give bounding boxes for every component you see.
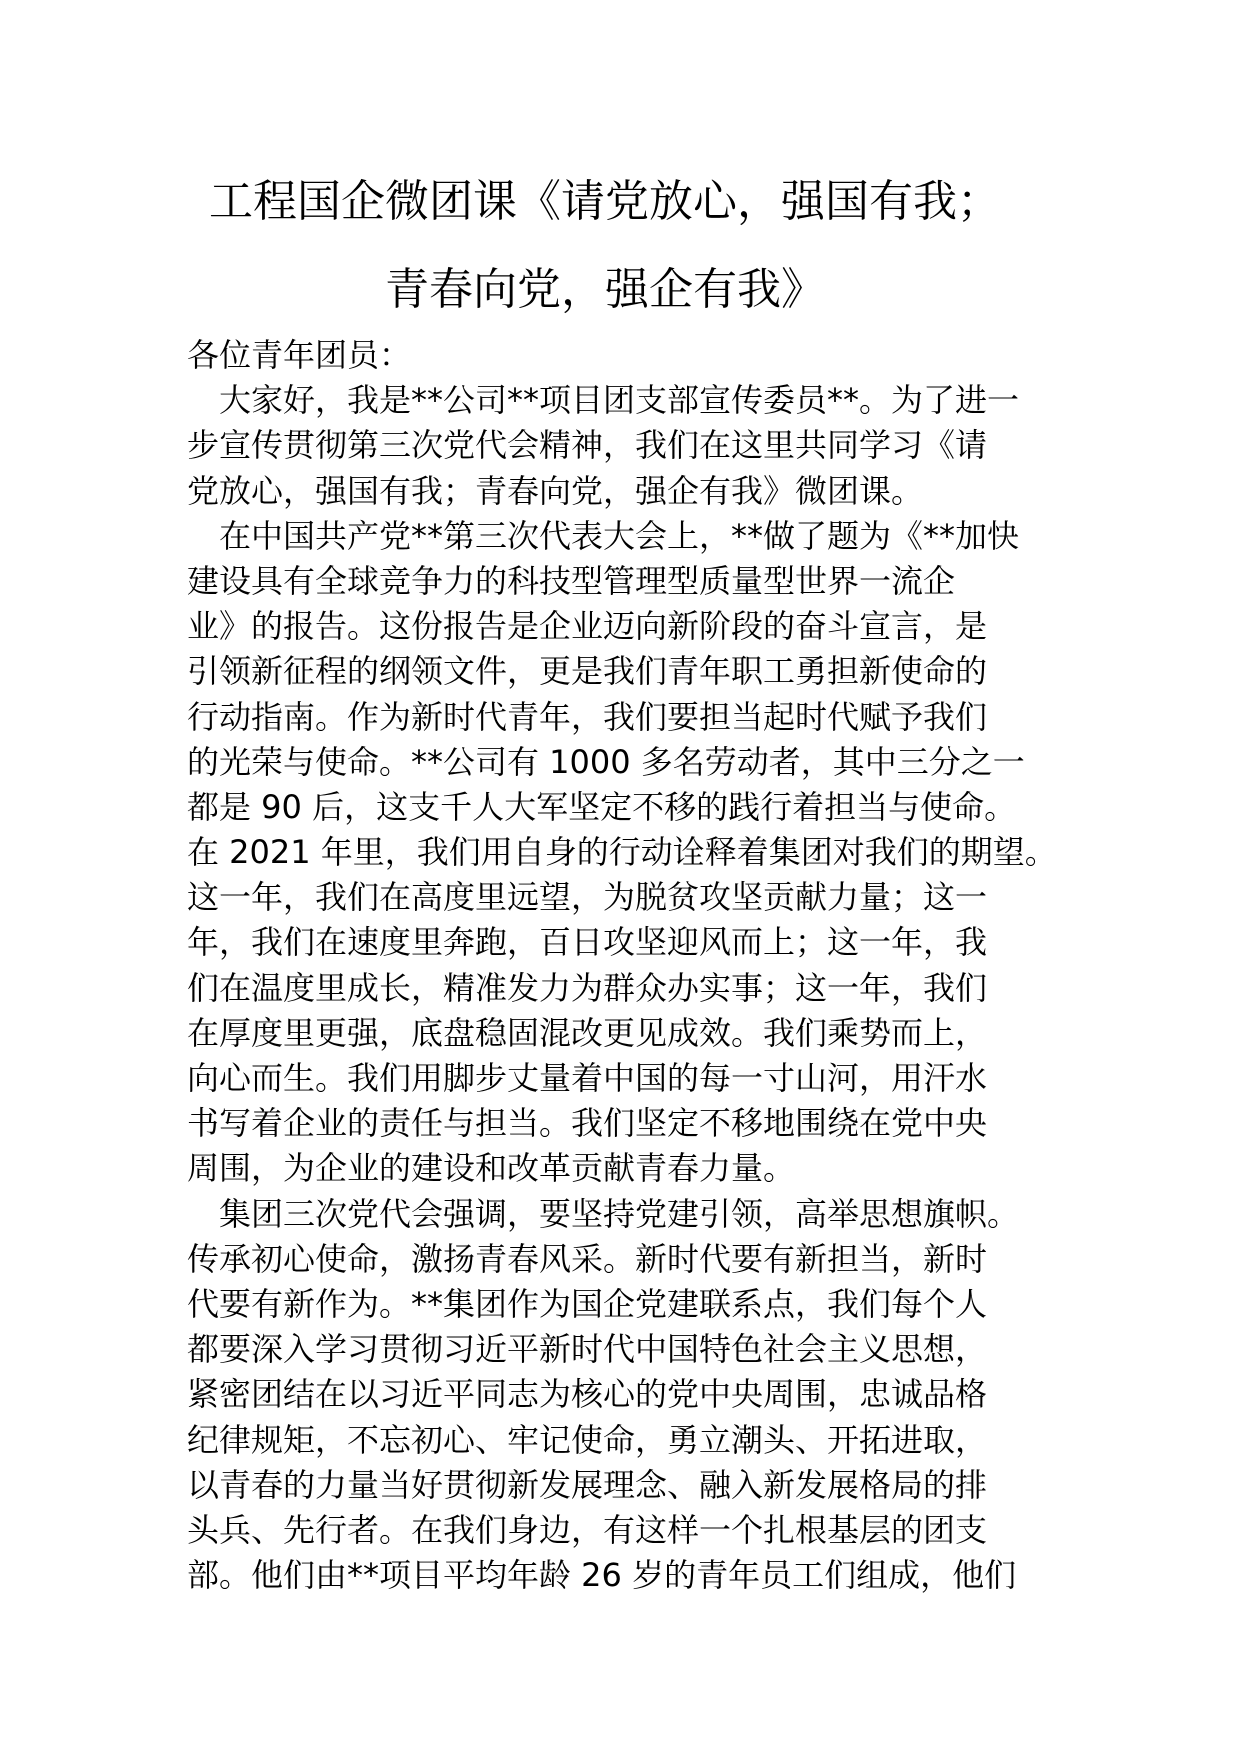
body-line: 这一年，我们在高度里远望，为脱贫攻坚贡献力量；这一 [187,878,988,917]
body-line: 大家好，我是**公司**项目团支部宣传委员**。为了进一 [187,381,1020,420]
document-title-line-1: 工程国企微团课《请党放心，强国有我； [209,176,1001,227]
body-line: 紧密团结在以习近平同志为核心的党中央周围，忠诚品格 [187,1375,988,1414]
body-line: 们在温度里成长，精准发力为群众办实事；这一年，我们 [187,968,988,1007]
body-line: 党放心，强国有我；青春向党，强企有我》微团课。 [187,471,924,510]
body-line: 代要有新作为。**集团作为国企党建联系点，我们每个人 [187,1284,988,1323]
document-title-line-2: 青春向党，强企有我》 [385,264,825,315]
body-line: 建设具有全球竞争力的科技型管理型质量型世界一流企 [187,561,956,600]
body-line: 头兵、先行者。在我们身边，有这样一个扎根基层的团支 [187,1510,988,1549]
body-line: 都要深入学习贯彻习近平新时代中国特色社会主义思想， [187,1330,988,1369]
body-line: 周围，为企业的建设和改革贡献青春力量。 [187,1149,796,1188]
body-line: 年，我们在速度里奔跑，百日攻坚迎风而上；这一年，我 [187,923,988,962]
document-body [187,333,1067,1598]
body-line: 引领新征程的纲领文件，更是我们青年职工勇担新使命的 [187,652,988,691]
body-line: 部。他们由**项目平均年龄 26 岁的青年员工们组成，他们 [187,1556,1017,1595]
body-line: 在厚度里更强，底盘稳固混改更见成效。我们乘势而上， [187,1013,988,1052]
body-line: 集团三次党代会强调，要坚持党建引领，高举思想旗帜。 [187,1194,1020,1233]
body-line: 行动指南。作为新时代青年，我们要担当起时代赋予我们 [187,697,988,736]
body-line: 都是 90 后，这支千人大军坚定不移的践行着担当与使命。 [187,787,1017,826]
body-line: 以青春的力量当好贯彻新发展理念、融入新发展格局的排 [187,1465,988,1504]
body-line: 各位青年团员： [187,336,412,374]
body-line: 传承初心使命，激扬青春风采。新时代要有新担当，新时 [187,1239,988,1278]
body-line: 在 2021 年里，我们用自身的行动诠释着集团对我们的期望。 [187,833,1057,872]
body-line: 在中国共产党**第三次代表大会上，**做了题为《**加快 [187,516,1020,555]
body-line: 纪律规矩，不忘初心、牢记使命，勇立潮头、开拓进取， [187,1420,988,1459]
body-line: 书写着企业的责任与担当。我们坚定不移地围绕在党中央 [187,1104,988,1143]
body-line: 向心而生。我们用脚步丈量着中国的每一寸山河，用汗水 [187,1059,988,1097]
body-line: 步宣传贯彻第三次党代会精神，我们在这里共同学习《请 [187,426,988,465]
body-line: 业》的报告。这份报告是企业迈向新阶段的奋斗宣言，是 [187,607,988,646]
body-line: 的光荣与使命。**公司有 1000 多名劳动者，其中三分之一 [187,742,1025,781]
